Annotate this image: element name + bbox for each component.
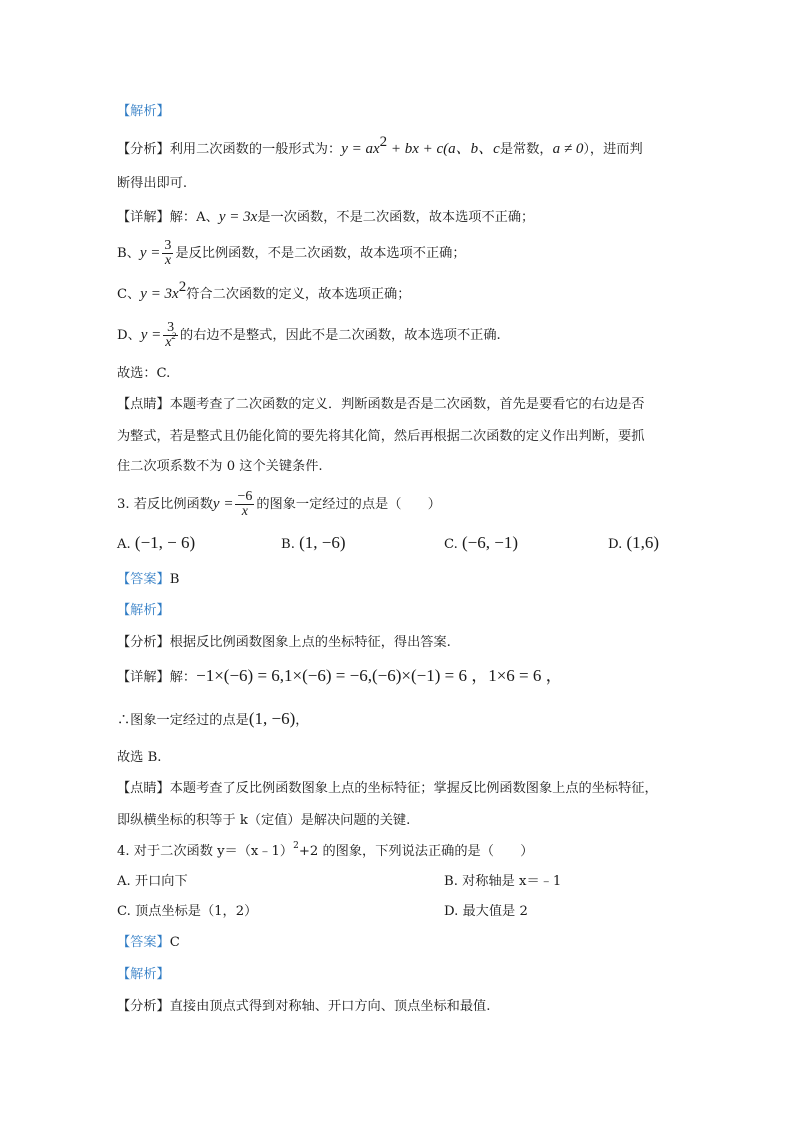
q3-choose: 故选 B. [117,750,162,765]
analysis-line: 【分析】利用二次函数的一般形式为：$y = ax^2$ + bx + c(a、b、c是常数，a ≠ 0），进而判 [117,134,643,157]
q4-analysis: 【分析】直接由顶点式得到对称轴、开口方向、顶点坐标和最值. [117,999,491,1014]
q3-analysis: 【分析】根据反比例函数图象上点的坐标特征，得出答案. [117,635,451,650]
q3-option-c: C. (−6, −1) [444,533,519,552]
choose-line: 故选：C. [117,366,171,381]
question-4-stem: 4. 对于二次函数 y＝（x﹣1）$^2$+2 的图象，下列说法正确的是（ ） [117,841,534,859]
q3-remark-2: 即纵横坐标的积等于 k（定值）是解决问题的关键. [117,813,411,828]
q3-option-d: D. (1,6) [608,533,660,552]
detail-line-b: B、y = $\frac{3}{x}$ 是反比例函数，不是二次函数，故本选项不正确； [117,238,466,268]
detail-line-d: D、y = $\frac{3}{x^2}$ 的右边不是整式，因此不是二次函数，故本选项不正确. [117,320,501,350]
remark-line-2: 为整式，若是整式且仍能化简的要先将其化简，然后再根据二次函数的定义作出判断，要抓 [117,429,645,444]
fraction: $\frac{3}{x^2}$ [165,320,177,350]
detail-line-a: 【详解】解：A、y = 3x是一次函数，不是二次函数，故本选项不正确； [117,209,535,225]
q3-therefore: ∴图象一定经过的点是(1, −6)， [117,709,309,728]
fraction: $\frac{3}{x}$ [164,238,172,268]
remark-line-3: 住二次项系数不为 0 这个关键条件. [117,459,323,474]
q4-option-b: B. 对称轴是 x＝﹣1 [444,874,562,889]
q3-remark-1: 【点睛】本题考查了反比例函数图象上点的坐标特征；掌握反比例函数图象上点的坐标特征， [117,781,658,796]
q4-option-a: A. 开口向下 [117,874,188,889]
jiexi-heading: 【解析】 [117,104,170,119]
q4-option-d: D. 最大值是 2 [444,904,528,919]
q4-option-c: C. 顶点坐标是（1，2） [117,904,258,919]
q3-detail: 【详解】解：−1×(−6) = 6,1×(−6) = −6,(−6)×(−1) = 6 ，1×6 = 6 ， [117,666,563,685]
question-3-stem: 3. 若反比例函数y = $\frac{-6}{x}$ 的图象一定经过的点是（ ） [117,489,441,519]
q3-option-a: A. (−1, − 6) [117,533,196,552]
fraction: $\frac{-6}{x}$ [237,489,253,519]
detail-line-c: C、$y = 3x^2$符合二次函数的定义，故本选项正确； [117,279,411,302]
q4-answer: 【答案】C [117,935,180,950]
q3-option-b: B. (1, −6) [281,533,346,552]
q3-jiexi: 【解析】 [117,603,170,618]
remark-line-1: 【点睛】本题考查了二次函数的定义．判断函数是否是二次函数，首先是要看它的右边是否 [117,397,645,412]
q3-answer: 【答案】B [117,572,180,587]
analysis-line-2: 断得出即可. [117,176,188,191]
q4-jiexi: 【解析】 [117,967,170,982]
